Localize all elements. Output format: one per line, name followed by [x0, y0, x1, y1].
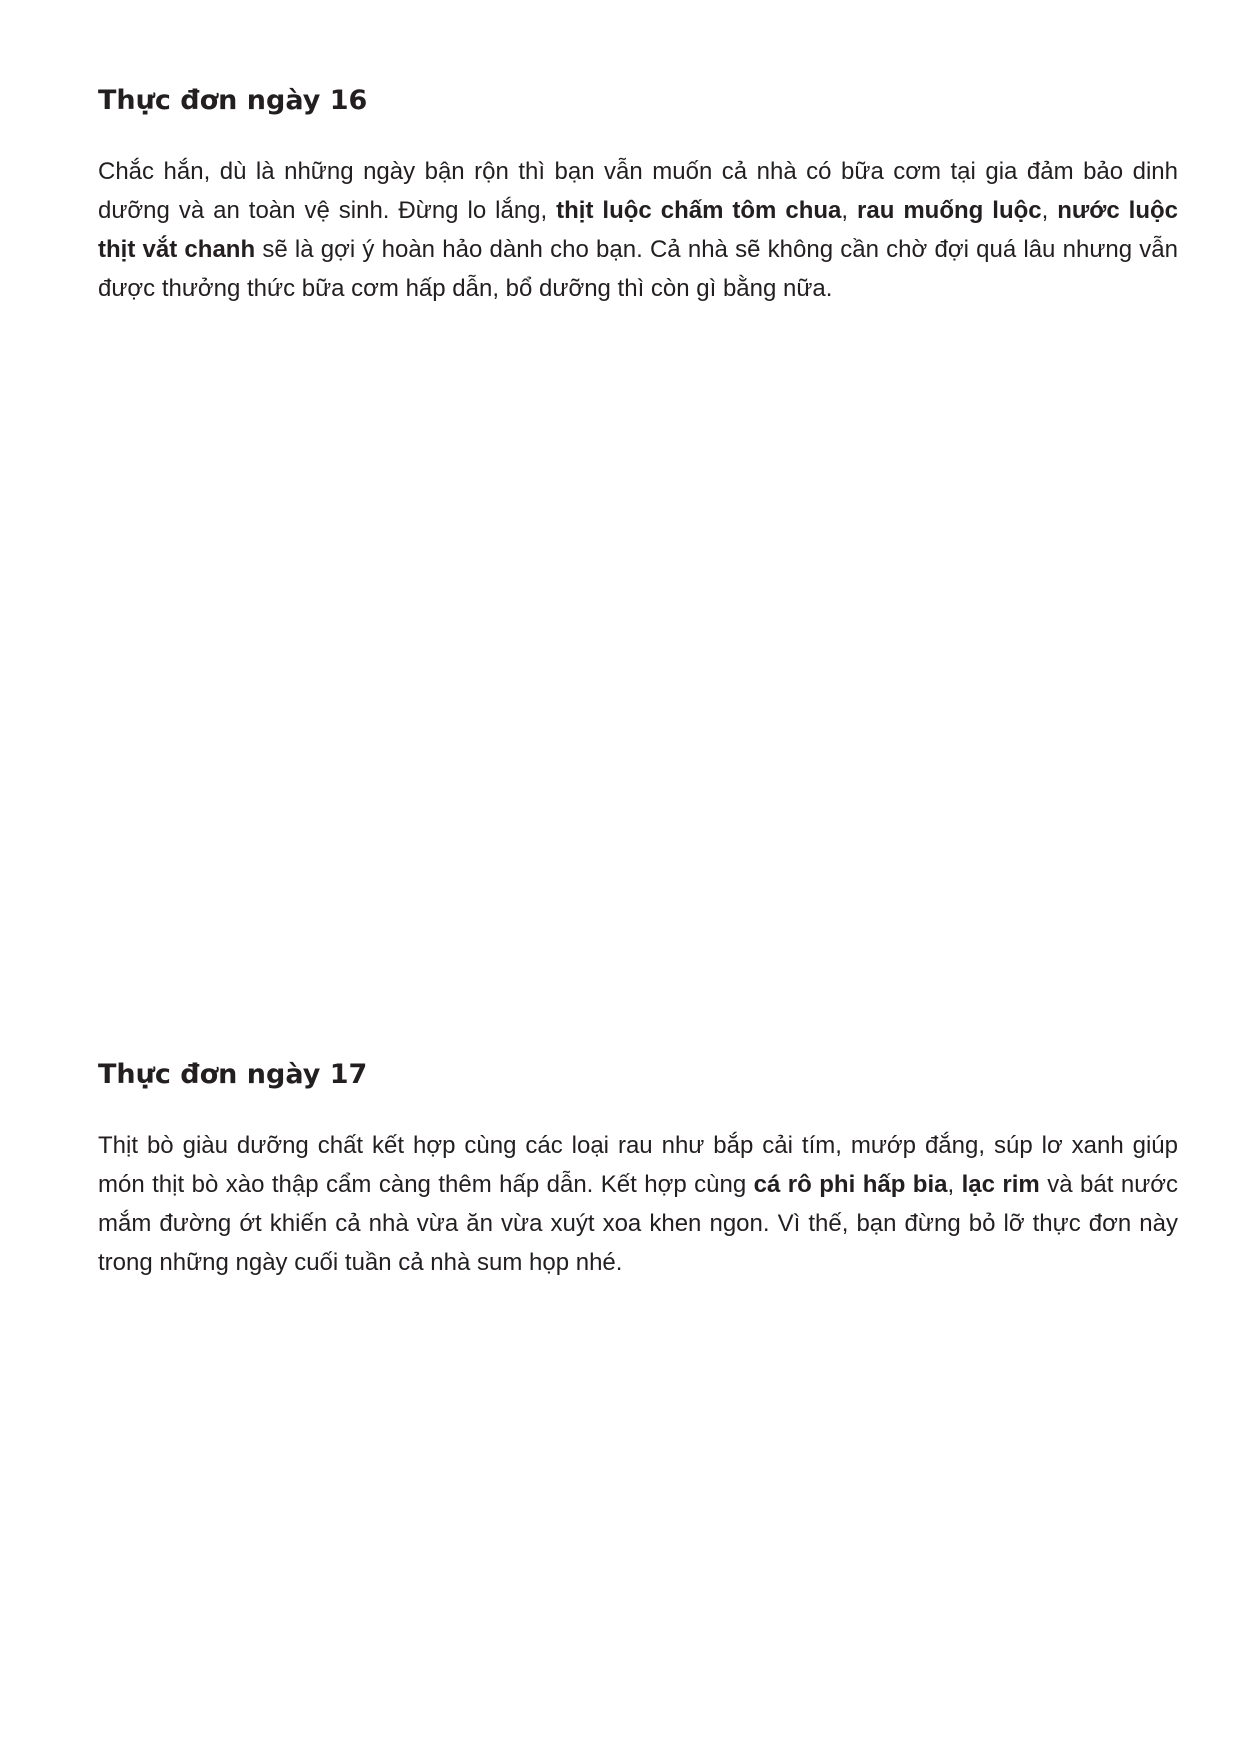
- paragraph-text: và bát nước mắm đường ớt khiến cả nhà vừa ăn vừa xuýt xoa khen ngon. Vì thế, bạn đừng bỏ lỡ thực đơn này trong những ngày cuối tuần cả nhà sum họp nhé.: [98, 1171, 1178, 1276]
- dish-name: thịt luộc chấm tôm chua: [556, 197, 842, 224]
- section-paragraph: [98, 1126, 1178, 1282]
- paragraph-text: sẽ là gợi ý hoàn hảo dành cho bạn. Cả nhà sẽ không cần chờ đợi quá lâu nhưng vẫn được thưởng thức bữa cơm hấp dẫn, bổ dưỡng thì còn gì bằng nữa.: [98, 236, 1178, 302]
- dish-name: lạc rim: [961, 1171, 1040, 1198]
- menu-day-16-section: [98, 84, 1178, 308]
- paragraph-text: ,: [1041, 197, 1058, 224]
- paragraph-text: Chắc hắn, dù là những ngày bận rộn thì bạn vẫn muốn cả nhà có bữa cơm tại gia đảm bảo dinh dưỡng và an toàn vệ sinh. Đừng lo lắng,: [98, 158, 1178, 224]
- paragraph-text: ,: [947, 1171, 962, 1198]
- section-paragraph: [98, 152, 1178, 308]
- menu-day-17-section: [98, 1058, 1178, 1282]
- dish-name: cá rô phi hấp bia: [753, 1171, 948, 1198]
- dish-name: rau muống luộc: [857, 197, 1042, 224]
- paragraph-text: ,: [841, 197, 858, 224]
- dish-name: nước luộc thịt vắt chanh: [98, 197, 1178, 263]
- section-heading: Thực đơn ngày 16: [98, 85, 368, 116]
- section-heading: Thực đơn ngày 17: [98, 1059, 368, 1090]
- paragraph-text: Thịt bò giàu dưỡng chất kết hợp cùng các loại rau như bắp cải tím, mướp đắng, súp lơ xanh giúp món thịt bò xào thập cẩm càng thêm hấp dẫn. Kết hợp cùng: [98, 1132, 1178, 1198]
